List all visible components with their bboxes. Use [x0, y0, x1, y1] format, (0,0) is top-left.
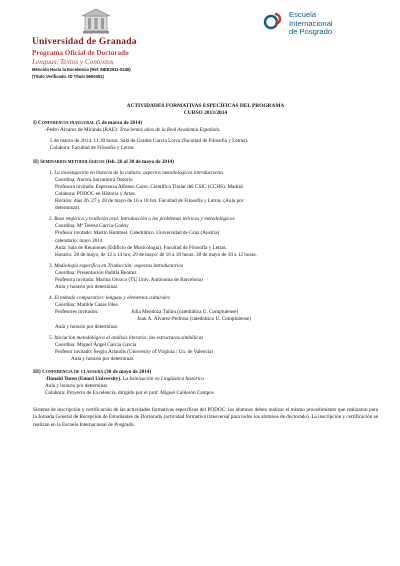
program-name: Programa Oficial de Doctorado [32, 49, 129, 57]
inaugural-collab: Colabora: Facultad de Filosofía y Letras [50, 145, 134, 152]
section-inaugural-heading: I) Conferencia inaugural (5 de marzo de 2014) [33, 120, 143, 127]
program-subtitle: Lenguas, Textos y Contextos [32, 58, 114, 66]
inaugural-talk: -Pedro Álvarez de Miranda (RAE): Trescientos años de la Real Academia Española. [45, 127, 221, 134]
school-name: Escuela Internacional de Posgrado [289, 10, 333, 37]
seminar-item: 2. Base empírica y tradición oral. Introducción a los problemas teóricos y metodológicos Coordina: Mª Teresa García-Godoy Profesor invitado: Martin Hummel. Catedrático. Universidad de Graz (Austria) calendario: mayo 2014 Aula: Sala de Reuniones (Edificio de Musicología). Facultad de Filosofía y Letras. Horario: 28 de mayo, de 12 a 14 hrs; 29 de mayo: de 16 a 18 horas. 30 de mayo de 10 a 12 horas. [49, 216, 257, 258]
document-body [33, 103, 378, 429]
seminar-item: 1. La investigación en historia de la cultura: aspectos metodológicos introductorios Coordina: Aurora Salvatierra Ossorio Profesora invitada: Esperanza Alfonso Carro. Científica Titular del CSIC (CCHS). Madrid. Colabora: PODOC en Historia y Artes. Horario: días 26, 27 y 28 de mayo de 16 a 18 hrs. Facultad de Filosofía y Letras. (Aula por determinar). [49, 169, 244, 212]
seminar-item: 3. Mediología específica en Traducción: aspectos introductorios Coordina: Presentación Padilla Benítez Profesora invitada: Marina Orozco (TU Univ. Autónoma de Barcelona) Aula y horario por determinar. [49, 262, 203, 291]
page-header [0, 0, 400, 96]
seminar-item: 5. Iniciación metodológica al análisis literario: las estructuras simbólicas Coordina: Miguel Ángel García García Profesor invitado: Sergio Arlandis (University of Virginia / Un. de Valencia) Aula y horario por determinar. [49, 334, 214, 362]
section-seminars-heading: II) Seminarios metodológicos (feb. 26 al 30 de mayo de 2014) [33, 158, 174, 165]
university-crest-icon [78, 6, 114, 36]
closing-room: Aula y horario por determinar. [45, 383, 109, 390]
program-mention: Mención Hacia la Excelencia (Ref. MEE2011-0246) [32, 67, 131, 72]
program-title-ref: (Título Verificado. ID Título 5600351) [32, 74, 104, 79]
enrollment-note: Sistema de inscripción y certificación de las actividades formativas específicas del PODOC: los alumnos deben realizar el mismo procedimiento que realizaron para la Jornada General de Recepción de Estudiantes de Doctorado (actividad formativa transversal para todos los alumnos de doctorado). La inscripción y certificación se realizan en la Escuela Internacional de Posgrado. [33, 407, 378, 428]
inaugural-when: 5 de marzo de 2014. 11:30 horas. Sala de Grados García Lorca (Facultad de Filosofía y Letras). [50, 138, 249, 145]
posgrado-logo-icon [263, 10, 285, 32]
closing-talk: -Donald Tuten (Emori University). La koinización en Lingüística histórica [45, 376, 204, 383]
seminar-item: 4. El método comparativo: lenguas y elementos culturales Coordina: Matilde Casas Olea Profesores invitados: Julia Mendoza Tuñón (catedrática U. Complutense) Juan A. Álvarez-Pedrosa (catedrático U. Complutense) Aula y horario por determinar. [49, 295, 251, 330]
university-name: Universidad de Granada [32, 37, 137, 47]
document-title: ACTIVIDADES FORMATIVAS ESPECÍFICAS DEL PROGRAMA CURSO 2013/2014 [126, 103, 285, 116]
section-closing-heading: III) Conferencia de clausura (30 de mayo de 2014) [33, 369, 152, 375]
closing-collab: Colabora: Proyecto de Excelencia, dirigido por el prof. Miguel Calderón Campos [45, 390, 214, 397]
